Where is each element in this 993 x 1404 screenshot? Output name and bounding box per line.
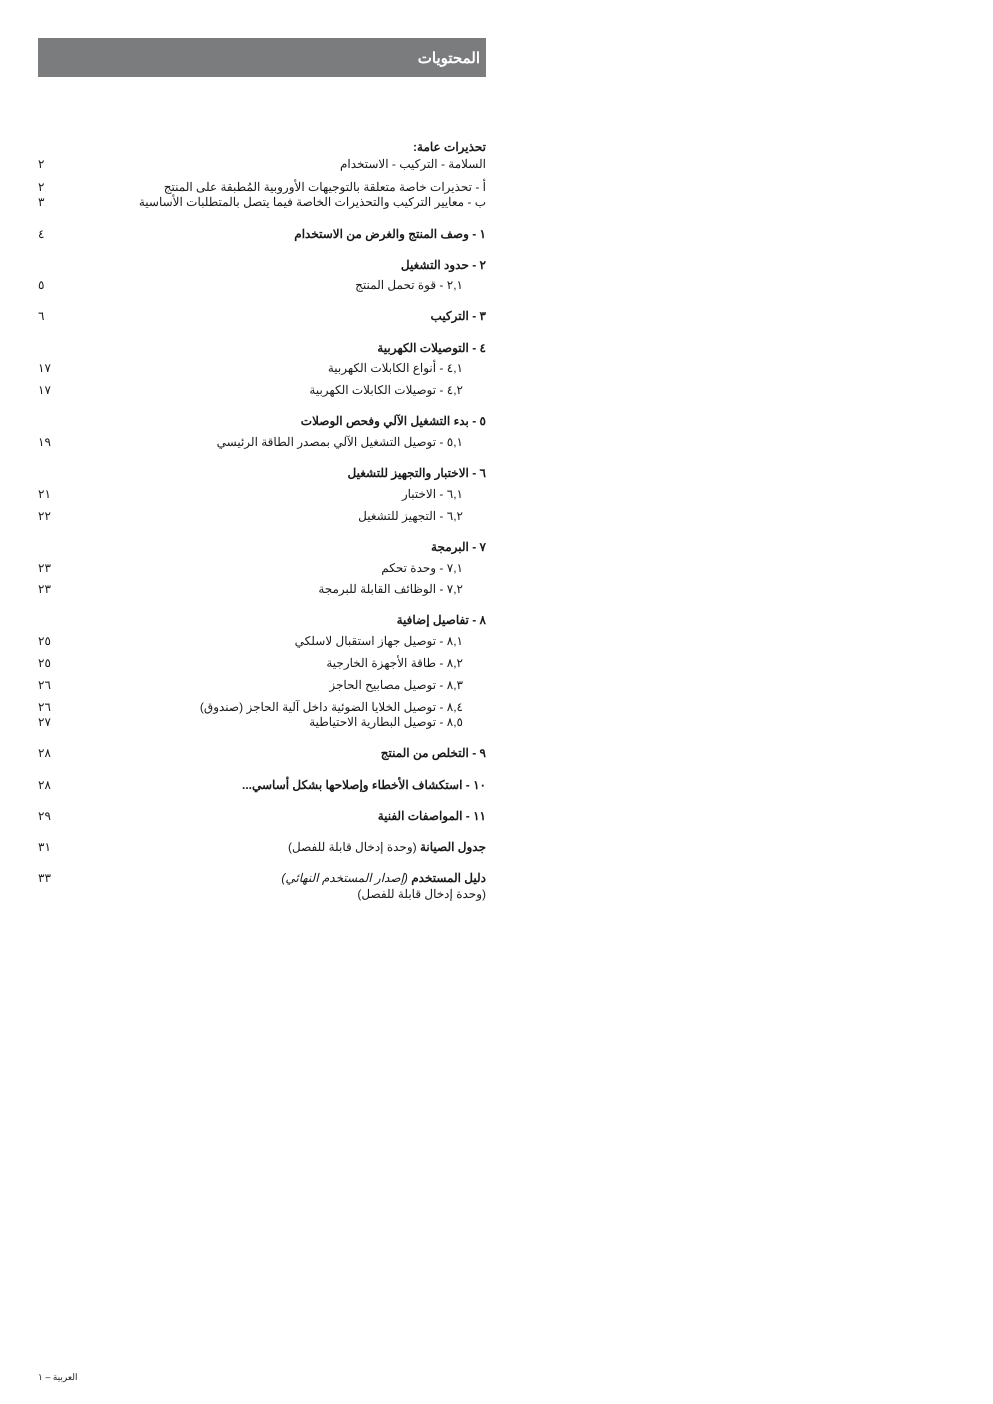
toc-entry-5-1[interactable]: ٥,١ - توصيل التشغيل الآلي بمصدر الطاقة الرئيسي: [216, 435, 463, 449]
toc-entry-6-1[interactable]: ٦,١ - الاختبار: [401, 487, 463, 501]
toc-section-7[interactable]: ٧ - البرمجة: [431, 540, 486, 554]
maintenance-note: (وحدة إدخال قابلة للفصل): [288, 840, 420, 854]
user-guide-edition: (إصدار المستخدم النهائي): [281, 871, 412, 885]
toc-entry-maintenance[interactable]: [288, 839, 486, 855]
toc-entry-8-2[interactable]: ٨,٢ - طاقة الأجهزة الخارجية: [326, 656, 463, 670]
toc-page-7-1: ٢٣: [38, 561, 51, 575]
toc-entry-8-4[interactable]: ٨,٤ - توصيل الخلايا الضوئية داخل آلية الحاجز (صندوق): [199, 700, 463, 714]
toc-section-8[interactable]: ٨ - تفاصيل إضافية: [396, 613, 486, 627]
toc-section-5[interactable]: ٥ - بدء التشغيل الآلي وفحص الوصلات: [300, 414, 486, 428]
toc-section-9[interactable]: ٩ - التخلص من المنتج: [380, 746, 486, 760]
toc-entry-8-3[interactable]: ٨,٣ - توصيل مصابيح الحاجز: [329, 678, 463, 692]
toc-page-2-1: ٥: [38, 278, 45, 292]
toc-page-4-1: ١٧: [38, 361, 51, 375]
toc-page-5-1: ١٩: [38, 435, 51, 449]
toc-page-s10: ٢٨: [38, 778, 51, 792]
toc-page-6-2: ٢٢: [38, 509, 51, 523]
toc-page-7-2: ٢٣: [38, 582, 51, 596]
toc-section-2[interactable]: ٢ - حدود التشغيل: [400, 258, 486, 272]
toc-entry-7-2[interactable]: ٧,٢ - الوظائف القابلة للبرمجة: [318, 582, 463, 596]
toc-section-4[interactable]: ٤ - التوصيلات الكهربية: [377, 341, 486, 355]
toc-entry-4-2[interactable]: ٤,٢ - توصيلات الكابلات الكهربية: [309, 383, 463, 397]
toc-section-6[interactable]: ٦ - الاختبار والتجهيز للتشغيل: [347, 466, 486, 480]
toc-page-warn-a: ٢: [38, 180, 45, 194]
toc-entry-8-5[interactable]: ٨,٥ - توصيل البطارية الاحتياطية: [309, 715, 463, 729]
toc-entry-warn-a[interactable]: أ - تحذيرات خاصة متعلقة بالتوجيهات الأوروبية المُطبقة على المنتج: [163, 180, 486, 194]
toc-entry-8-1[interactable]: ٨,١ - توصيل جهاز استقبال لاسلكي: [294, 634, 463, 648]
toc-section-3[interactable]: ٣ - التركيب: [430, 309, 486, 323]
toc-entry-warn-b[interactable]: ب - معايير التركيب والتحذيرات الخاصة فيما يتصل بالمتطلبات الأساسية: [138, 195, 486, 209]
toc-page-user-guide: ٣٣: [38, 871, 51, 885]
toc-page-s9: ٢٨: [38, 746, 51, 760]
toc-entry-4-1[interactable]: ٤,١ - أنواع الكابلات الكهربية: [327, 361, 463, 375]
toc-heading-general-warnings: تحذيرات عامة:: [413, 140, 486, 154]
toc-page-8-4: ٢٦: [38, 700, 51, 714]
toc-page-warn-b: ٣: [38, 195, 45, 209]
toc-page-s1: ٤: [38, 227, 45, 241]
toc-entry-2-1[interactable]: ٢,١ - قوة تحمل المنتج: [355, 278, 463, 292]
maintenance-title: جدول الصيانة: [419, 840, 486, 854]
user-guide-title: دليل المستخدم: [411, 871, 486, 885]
toc-entry-6-2[interactable]: ٦,٢ - التجهيز للتشغيل: [358, 509, 463, 523]
toc-page-8-1: ٢٥: [38, 634, 51, 648]
toc-page-s11: ٢٩: [38, 809, 51, 823]
toc-page-8-2: ٢٥: [38, 656, 51, 670]
toc-page-6-1: ٢١: [38, 487, 51, 501]
toc-page-s3: ٦: [38, 309, 45, 323]
toc-entry-7-1[interactable]: ٧,١ - وحدة تحكم: [381, 561, 463, 575]
toc-section-10[interactable]: ١٠ - استكشاف الأخطاء وإصلاحها بشكل أساسي...: [241, 778, 486, 792]
toc-page-8-3: ٢٦: [38, 678, 51, 692]
toc-section-1[interactable]: ١ - وصف المنتج والغرض من الاستخدام: [294, 227, 486, 241]
toc-page-maintenance: ٣١: [38, 840, 51, 854]
toc-entry-safety[interactable]: السلامة - التركيب - الاستخدام: [339, 157, 486, 171]
toc-section-11[interactable]: ١١ - المواصفات الفنية: [377, 809, 486, 823]
page-footer: العربية – ١: [38, 1372, 78, 1382]
user-guide-note: (وحدة إدخال قابلة للفصل): [357, 887, 486, 901]
toc-page-safety: ٢: [38, 157, 45, 171]
toc-page-4-2: ١٧: [38, 383, 51, 397]
toc-entry-user-guide[interactable]: [281, 870, 486, 886]
toc-page-8-5: ٢٧: [38, 715, 51, 729]
page-title: المحتويات: [417, 49, 480, 67]
